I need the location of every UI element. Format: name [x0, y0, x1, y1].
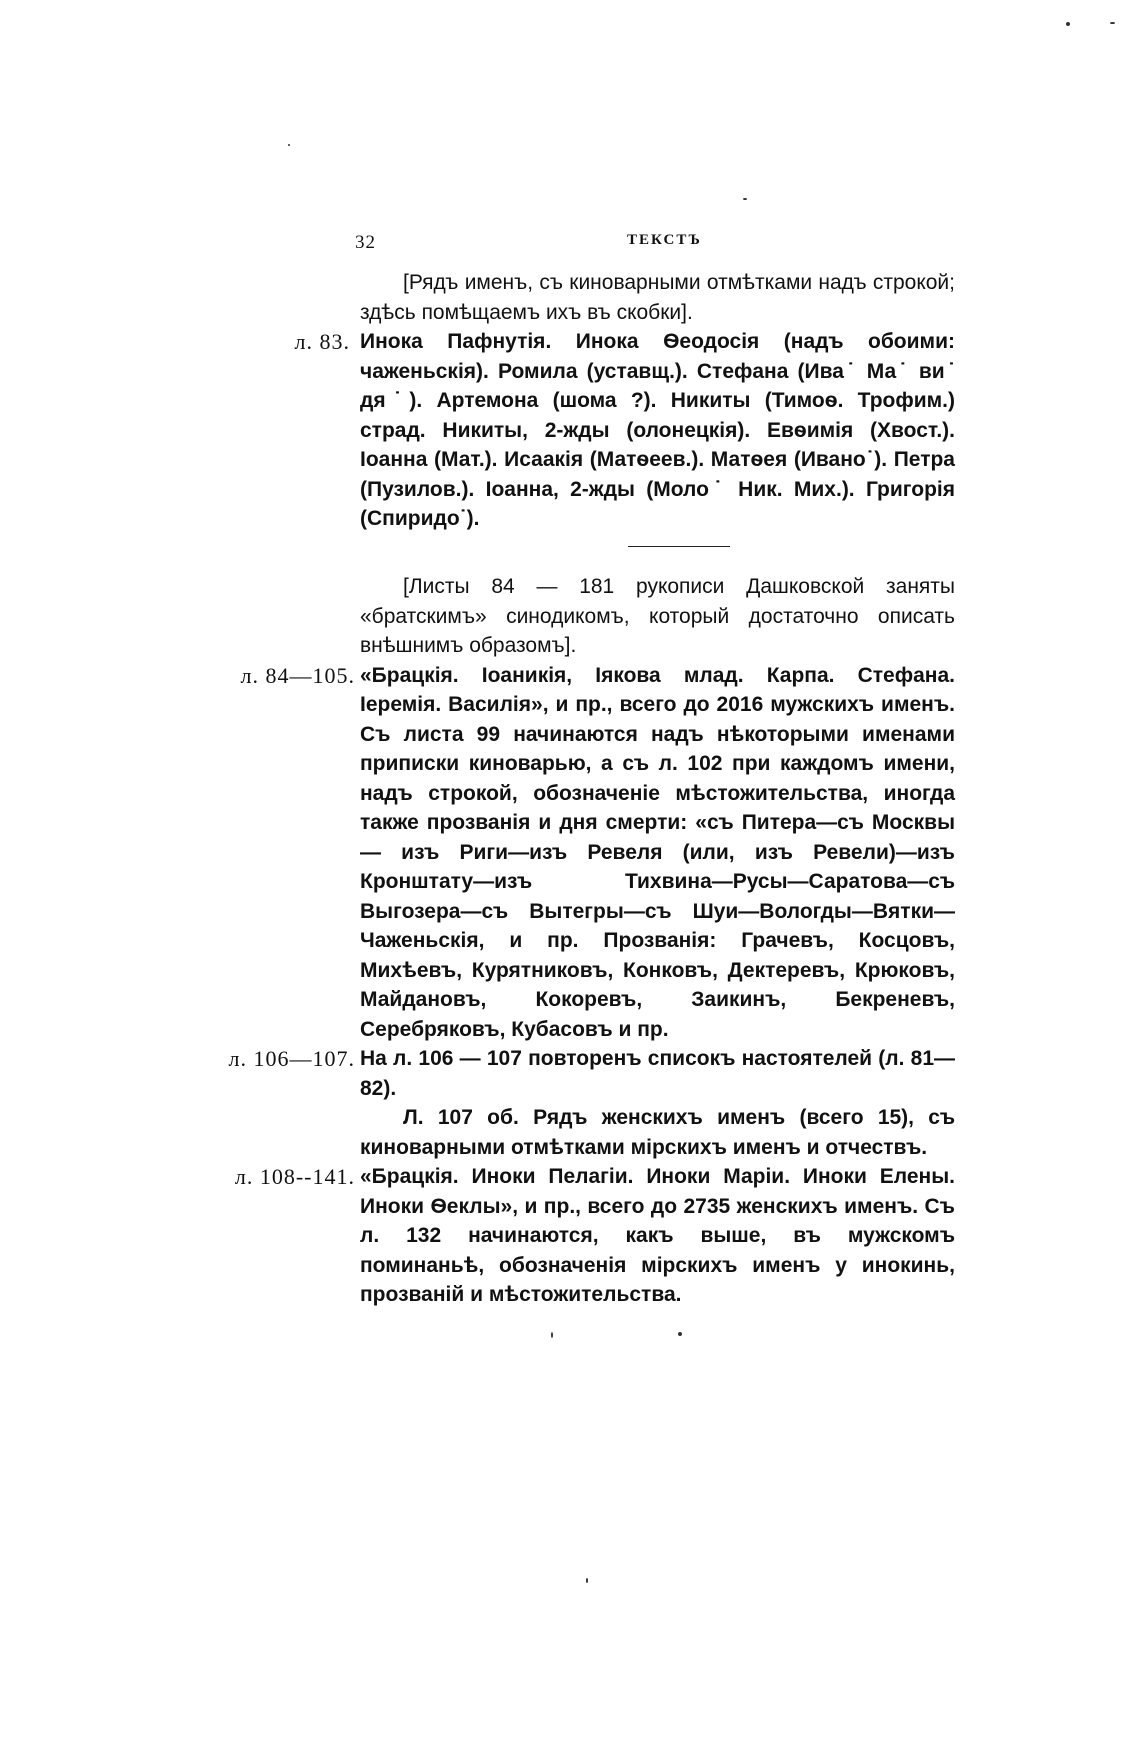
leaf-reference: л. 106—107.: [228, 1046, 355, 1071]
scan-speck: [678, 1332, 682, 1336]
scan-speck: [586, 1578, 588, 1583]
entry-text: На л. 106 — 107 повторенъ списокъ настоятелей (л. 81—82).: [360, 1047, 955, 1100]
scan-speck: [551, 1332, 553, 1338]
leaf-reference: л. 83.: [294, 329, 350, 354]
running-title: ТЕКСТЪ: [627, 232, 702, 248]
entry-leaf-83: [160, 327, 1000, 534]
section-separator: [628, 546, 730, 547]
entry-text: Л. 107 об. Рядъ женскихъ именъ (всего 15), съ киноварными отмѣтками мірскихъ именъ и отчествъ.: [360, 1106, 955, 1159]
scan-speck: [1066, 22, 1070, 26]
leaf-reference: л. 84—105.: [240, 662, 355, 688]
note-text: [Листы 84 — 181 рукописи Дашковской заняты «братскимъ» синодикомъ, который достаточно описать внѣшнимъ образомъ].: [360, 575, 955, 657]
entry-leaf-107-verso: [160, 1103, 1000, 1162]
entry-text: Инока Пафнутія. Инока Ѳеодосія (надъ обоими: чаженьскія). Ромила (уставщ.). Стефана (Ива˙ Ма˙ ви˙ дя˙). Артемона (шома ?). Никиты (Тимоѳ. Трофим.) страд. Никиты, 2-жды (олонецкія). Евѳимія (Хвост.). Іоанна (Мат.). Исаакія (Матѳеев.). Матѳея (Ивано˙). Петра (Пузилов.). Іоанна, 2-жды (Моло˙ Ник. Мих.). Григорія (Спиридо˙).: [360, 330, 955, 530]
entry-leaves-106-107: [160, 1044, 1000, 1103]
editorial-note-1: [160, 268, 1000, 327]
scan-speck: [1110, 22, 1115, 24]
section-leaf-83: [160, 268, 1000, 534]
section-leaves-84-141: [160, 572, 1000, 1310]
entry-text: «Брацкія. Іоаникія, Іякова млад. Карпа. Стефана. Іеремія. Василія», и пр., всего до 2016 мужскихъ именъ. Съ листа 99 начинаются надъ нѣкоторыми именами приписки киноварью, а съ л. 102 при каждомъ имени, надъ строкой, обозначеніе мѣстожительства, иногда также прозванія и дня смерти: «съ Питера—съ Москвы — изъ Риги—изъ Ревеля (или, изъ Ревели)—изъ Кронштату—изъ Тихвина—Русы—Саратова—съ Выгозера—съ Вытегры—съ Шуи—Вологды—Вятки—Чаженьскія, и пр. Прозванія: Грачевъ, Косцовъ, Михѣевъ, Курятниковъ, Конковъ, Дектеревъ, Крюковъ, Майдановъ, Кокоревъ, Заикинъ, Бекреневъ, Серебряковъ, Кубасовъ и пр.: [360, 663, 955, 1041]
page-number: 32: [355, 232, 376, 253]
editorial-note-2: [160, 572, 1000, 661]
leaf-reference: л. 108--141.: [234, 1164, 355, 1189]
entry-leaves-108-141: [160, 1162, 1000, 1310]
entry-leaves-84-105: [160, 661, 1000, 1045]
entry-text: «Брацкія. Иноки Пелагіи. Иноки Маріи. Иноки Елены. Иноки Ѳеклы», и пр., всего до 2735 женскихъ именъ. Съ л. 132 начинаются, какъ выше, въ мужскомъ поминаньѣ, обозначенія мірскихъ именъ у инокинь, прозваній и мѣстожительства.: [360, 1165, 955, 1306]
scan-speck: [288, 144, 290, 146]
note-text: [Рядъ именъ, съ киноварными отмѣтками надъ строкой; здѣсь помѣщаемъ ихъ въ скобки].: [360, 271, 955, 324]
scan-speck: [743, 198, 747, 200]
